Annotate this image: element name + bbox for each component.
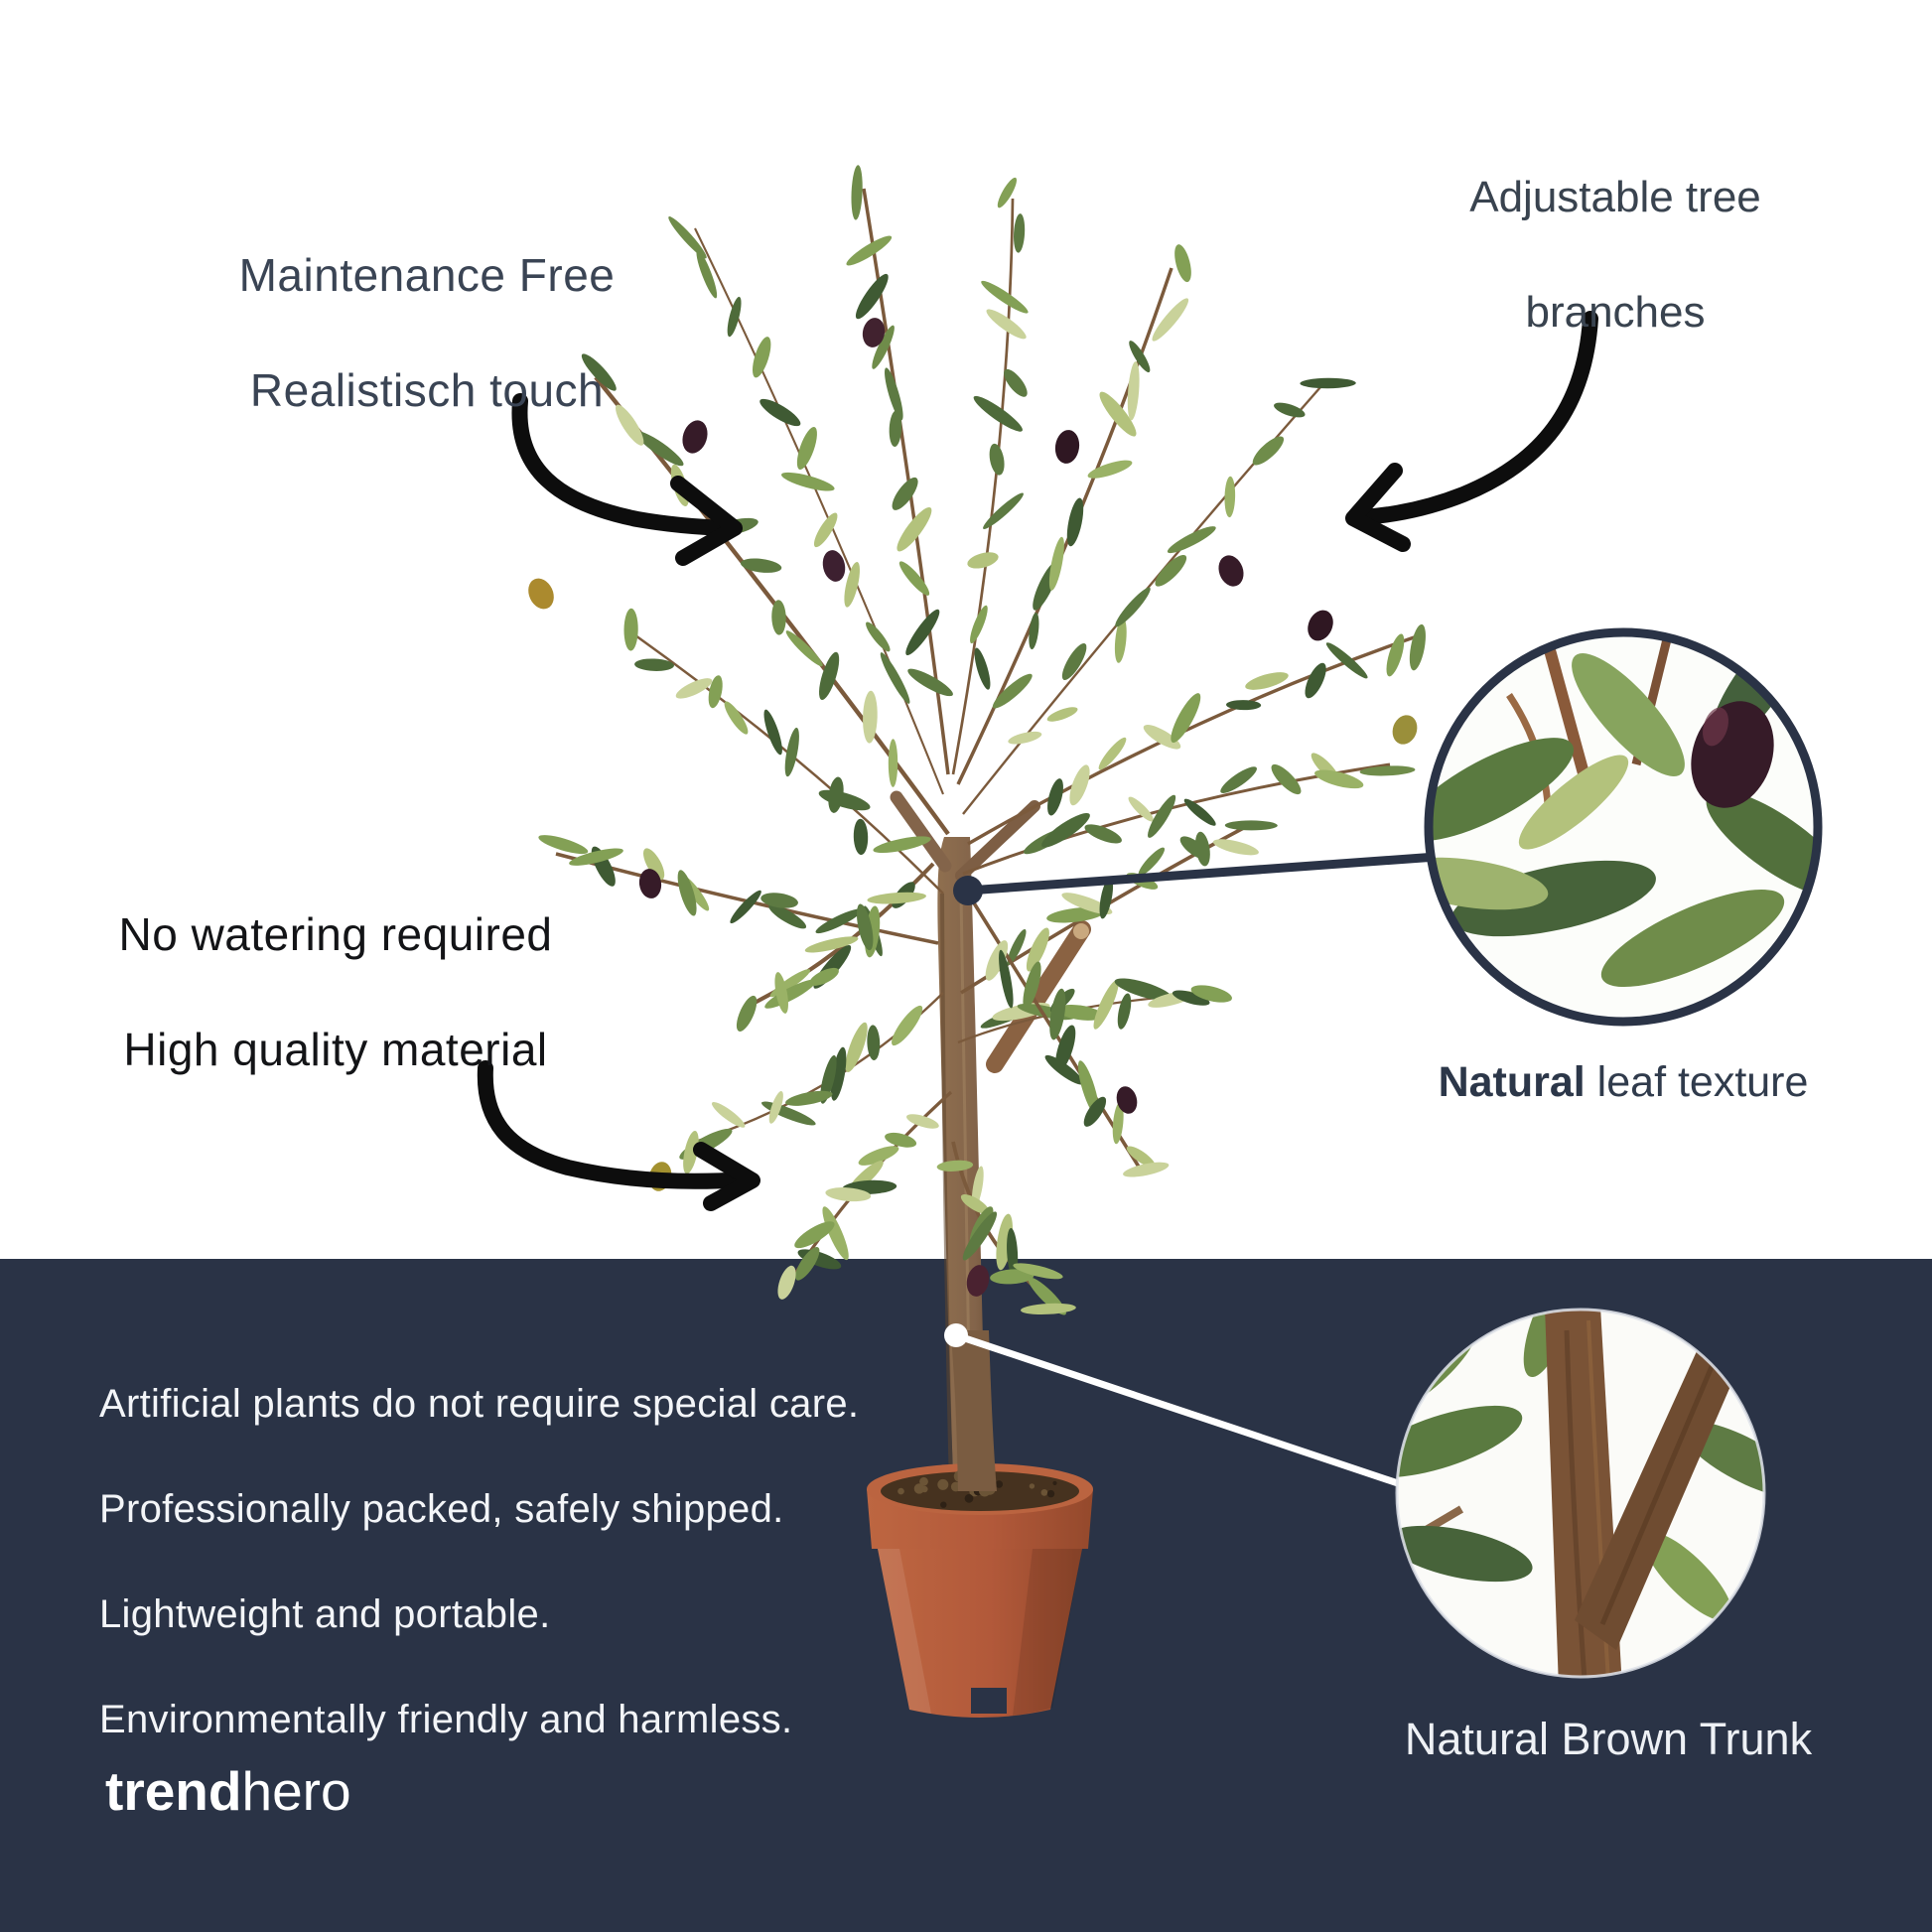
watering-line2: High quality material [123,1024,548,1075]
leaf-callout-connector [953,857,1437,905]
brand-regular: hero [241,1760,351,1822]
maintenance-line1: Maintenance Free [238,249,616,301]
brand-logo [105,1759,351,1823]
description-line: Lightweight and portable. [99,1592,551,1636]
no-watering-label [87,905,584,1078]
product-description [99,1378,973,1746]
brand-bold: trend [105,1760,242,1822]
description-line: Artificial plants do not require special care. [99,1382,860,1426]
description-line: Professionally packed, safely shipped. [99,1487,784,1531]
maintenance-line2: Realistisch touch [249,364,605,416]
adjustable-branches-label [1387,169,1844,342]
maintenance-free-label [179,246,675,419]
watering-line1: No watering required [118,908,553,960]
trunk-callout-connector [944,1323,1410,1487]
leaf-texture-rest: leaf texture [1585,1058,1809,1106]
leaf-texture-callout [1387,611,1862,1026]
description-line: Environmentally friendly and harmless. [99,1698,793,1741]
leaf-texture-label [1410,1058,1837,1107]
leaf-texture-bold: Natural [1438,1058,1586,1106]
adjustable-line1: Adjustable tree [1469,173,1761,221]
natural-brown-trunk-label: Natural Brown Trunk [1404,1714,1813,1764]
trunk-callout [1353,1268,1815,1688]
arrow-adjustable-icon [1353,319,1590,544]
adjustable-line2: branches [1525,288,1706,337]
